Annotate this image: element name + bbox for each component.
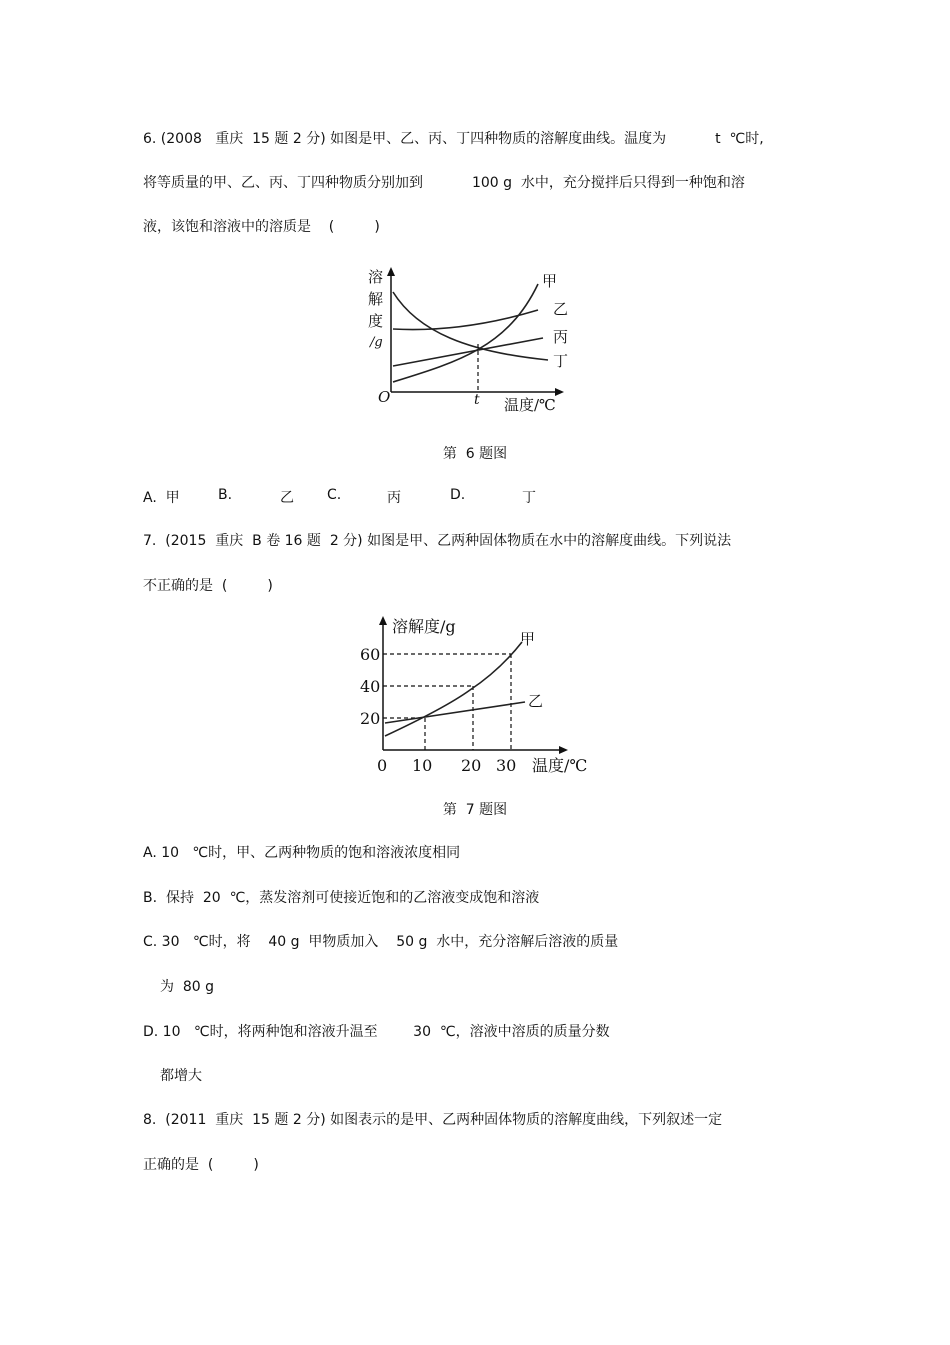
q6-option-c-text: 丙 <box>387 490 401 506</box>
q6-option-d-letter: D. <box>450 487 466 503</box>
q7-option-d: D. 10 ℃时，将两种饱和溶液升温至 30 ℃，溶液中溶质的质量分数 <box>143 1024 610 1040</box>
q7-label-jia: 甲 <box>520 630 536 648</box>
q7-xtick-30: 30 <box>496 756 517 775</box>
q7-solubility-figure <box>350 608 610 780</box>
q6-y-arrow <box>387 267 395 276</box>
q7-option-b: B. 保持 20 ℃，蒸发溶剂可使接近饱和的乙溶液变成饱和溶液 <box>143 890 540 906</box>
q7-curve-jia <box>385 642 522 736</box>
q6-stem-line-1: 6. (2008 重庆 15 题 2 分) 如图是甲、乙、丙、丁四种物质的溶解度曲线。温度为 t ℃时, <box>143 131 764 147</box>
q6-stem-line-2: 将等质量的甲、乙、丙、丁四种物质分别加到 100 g 水中，充分搅拌后只得到一种饱和溶 <box>143 175 745 191</box>
q6-solubility-figure <box>358 262 578 422</box>
q7-figure-caption: 第 7 题图 <box>442 802 508 818</box>
q6-option-c-letter: C. <box>327 487 342 503</box>
q6-label-ding: 丁 <box>553 352 569 370</box>
q6-option-b-letter: B. <box>218 487 233 503</box>
q7-curve-yi <box>385 702 525 723</box>
q6-t-label: t <box>474 392 480 408</box>
q7-xlabel: 温度/℃ <box>532 756 588 775</box>
q7-xtick-0: 0 <box>377 756 388 775</box>
q6-ylabel-2: 解 <box>368 290 384 308</box>
q7-ytick-60: 60 <box>360 645 381 664</box>
q7-label-yi: 乙 <box>528 692 544 710</box>
q6-curve-jia <box>393 284 538 382</box>
q7-xtick-10: 10 <box>412 756 433 775</box>
q6-x-arrow <box>555 388 564 396</box>
q6-label-bing: 丙 <box>553 328 569 346</box>
q7-stem-line-1: 7. (2015 重庆 B 卷 16 题 2 分) 如图是甲、乙两种固体物质在水中的溶解度曲线。下列说法 <box>143 533 732 549</box>
q7-stem-line-2: 不正确的是 ( ) <box>143 578 273 594</box>
q6-curve-yi <box>393 310 538 330</box>
q6-ylabel-3: 度 <box>368 312 384 330</box>
q6-ylabel-1: 溶 <box>368 268 384 286</box>
q7-ytick-20: 20 <box>360 709 381 728</box>
q6-label-yi: 乙 <box>553 300 569 318</box>
q6-origin-label: O <box>378 388 391 406</box>
q7-option-d-cont: 都增大 <box>160 1068 202 1084</box>
q6-figure-caption: 第 6 题图 <box>442 446 508 462</box>
q6-option-a: A. 甲 <box>143 490 180 506</box>
q8-stem-line-1: 8. (2011 重庆 15 题 2 分) 如图表示的是甲、乙两种固体物质的溶解度曲线，下列叙述一定 <box>143 1112 723 1128</box>
q7-option-c: C. 30 ℃时，将 40 g 甲物质加入 50 g 水中，充分溶解后溶液的质量 <box>143 934 619 950</box>
q7-xtick-20: 20 <box>461 756 482 775</box>
q7-ytick-40: 40 <box>360 677 381 696</box>
q7-y-arrow <box>379 616 387 625</box>
q6-curve-bing <box>393 338 543 366</box>
q7-x-arrow <box>559 746 568 754</box>
q6-option-b-text: 乙 <box>280 490 294 506</box>
q6-xlabel: 温度/℃ <box>504 396 556 414</box>
q6-option-d-text: 丁 <box>522 490 536 506</box>
q6-label-jia: 甲 <box>542 272 558 290</box>
q6-ylabel-4: /g <box>370 335 383 350</box>
q6-stem-line-3: 液，该饱和溶液中的溶质是 ( ) <box>143 219 380 235</box>
q7-ylabel: 溶解度/g <box>392 617 456 636</box>
q7-option-c-cont: 为 80 g <box>160 979 215 995</box>
q7-option-a: A. 10 ℃时，甲、乙两种物质的饱和溶液浓度相同 <box>143 845 461 861</box>
q8-stem-line-2: 正确的是 ( ) <box>143 1157 259 1173</box>
